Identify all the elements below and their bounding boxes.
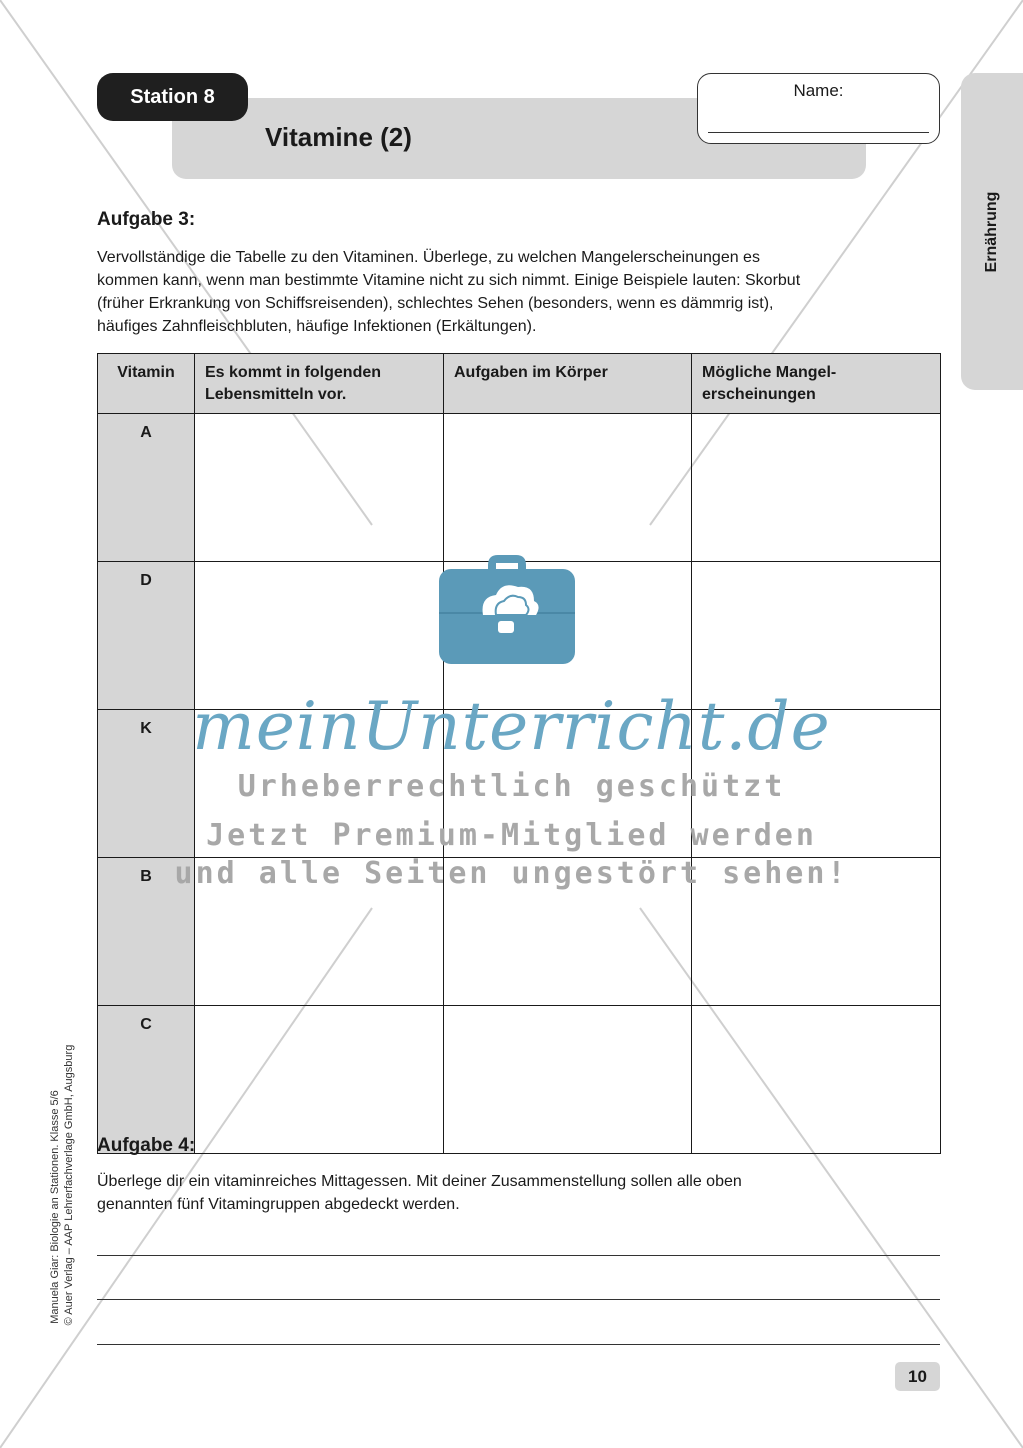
table-header-row [98,354,941,414]
credit-author: Manuela Giar: Biologie an Stationen. Klasse 5/6 [49,1090,61,1324]
header-functions: Aufgaben im Körper [444,354,692,414]
vitamin-name: A [98,414,195,562]
task3-heading: Aufgabe 3: [97,209,196,230]
vitamin-name: D [98,562,195,710]
watermark-premium: Jetzt Premium-Mitglied werden [206,818,817,853]
table-row [98,1006,941,1154]
task3-line: (früher Erkrankung von Schiffsreisenden), schlechtes Sehen (besonders, wenn es dämmrig ist), [97,295,774,312]
answer-line[interactable] [97,1255,940,1256]
task3-line: häufiges Zahnfleischbluten, häufige Infektionen (Erkältungen). [97,318,537,335]
header-foods [195,354,444,414]
side-tab-label: Ernährung [983,191,1000,273]
vitamin-name: B [98,858,195,1006]
task4-line: Überlege dir ein vitaminreiches Mittagessen. Mit deiner Zusammenstellung sollen alle oben [97,1173,742,1190]
watermark-copyright: Urheberrechtlich geschützt [237,769,786,804]
task4-instructions [97,1170,897,1216]
deficiency-cell[interactable] [692,414,941,562]
name-write-line [708,132,929,133]
station-badge: Station 8 [97,73,248,121]
header-deficiency-line: erscheinungen [702,386,816,403]
foods-cell[interactable] [195,1006,444,1154]
watermark-cta: und alle Seiten ungestört sehen! [174,856,849,891]
vitamin-name: C [98,1006,195,1154]
name-label: Name: [793,81,844,100]
page-title: Vitamine (2) [265,122,412,152]
page-number: 10 [895,1362,940,1391]
name-field[interactable] [697,73,940,144]
table-row [98,414,941,562]
header-deficiency-line: Mögliche Mangel- [702,364,837,381]
task4-line: genannten fünf Vitamingruppen abgedeckt werden. [97,1196,460,1213]
functions-cell[interactable] [444,414,692,562]
task3-line: Vervollständige die Tabelle zu den Vitaminen. Überlege, zu welchen Mangelerscheinungen es [97,249,760,266]
task4-heading: Aufgabe 4: [97,1135,196,1156]
vitamin-name: K [98,710,195,858]
functions-cell[interactable] [444,1006,692,1154]
header-deficiency [692,354,941,414]
answer-line[interactable] [97,1299,940,1300]
credit-publisher: © Auer Verlag – AAP Lehrerfachverlage GmbH, Augsburg [63,1044,75,1326]
header-foods-line: Lebensmitteln vor. [205,386,347,403]
task3-instructions [97,246,897,338]
watermark-logo: meinUnterricht.de [192,688,831,765]
deficiency-cell[interactable] [692,1006,941,1154]
task3-line: kommen kann, wenn man bestimmte Vitamine nicht zu sich nimmt. Einige Beispiele lauten: Skorbut [97,272,801,289]
answer-line[interactable] [97,1344,940,1345]
briefcase-cloud-icon [438,553,578,668]
foods-cell[interactable] [195,414,444,562]
header-foods-line: Es kommt in folgenden [205,364,382,381]
header-vitamin: Vitamin [98,354,195,414]
